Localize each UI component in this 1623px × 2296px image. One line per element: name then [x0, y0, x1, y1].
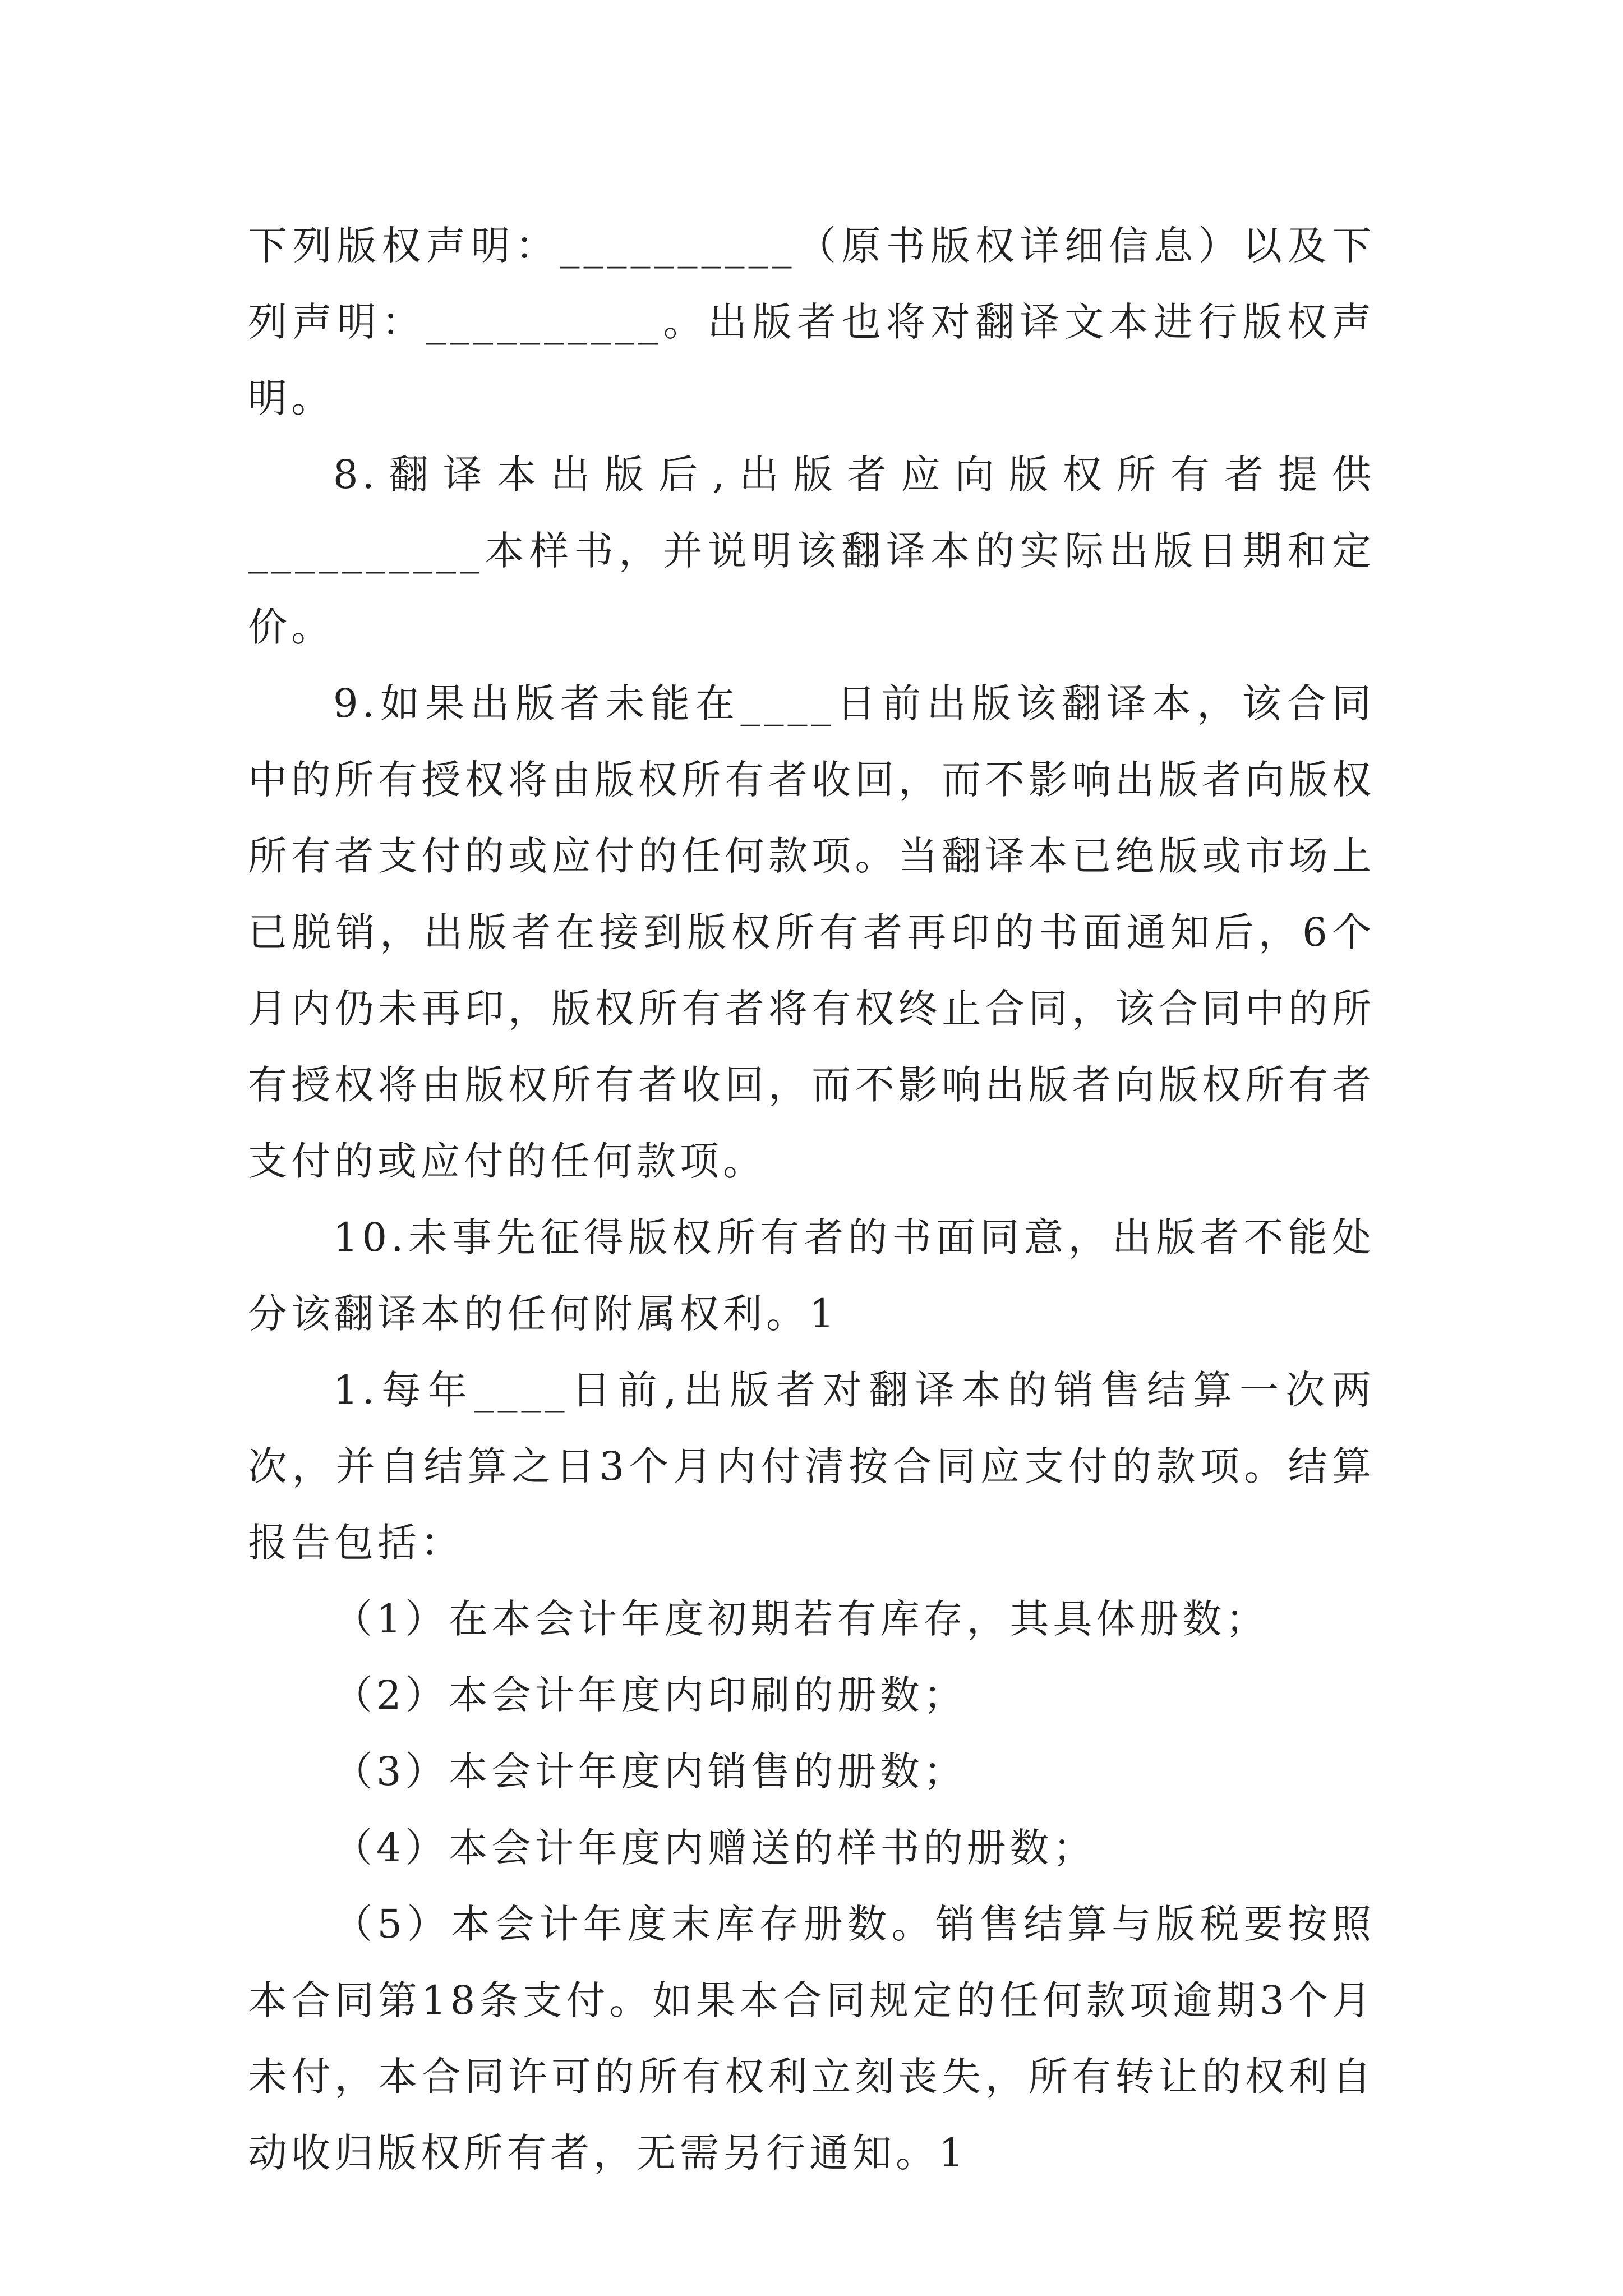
paragraph-copyright-statement: 下列版权声明：__________（原书版权详细信息）以及下列声明：__________。出版者也将对翻译文本进行版权声明。 — [248, 223, 1375, 421]
paragraph-list-item-5: （5）本会计年度末库存册数。销售结算与版税要按照本合同第18条支付。如果本合同规定的任何款项逾期3个月未付，本合同许可的所有权利立刻丧失，所有转让的权利自动收归版权所有者，无需另行通知。1 — [248, 1901, 1375, 2176]
paragraph-clause-10: 10.未事先征得版权所有者的书面同意，出版者不能处分该翻译本的任何附属权利。1 — [248, 1214, 1375, 1337]
list-item-4: （4）本会计年度内赠送的样书的册数； — [333, 1825, 1096, 1871]
paragraph-clause-11: 1.每年____日前,出版者对翻译本的销售结算一次两次，并自结算之日3个月内付清按合同应支付的款项。结算报告包括： — [248, 1367, 1375, 1566]
list-item-3: （3）本会计年度内销售的册数； — [333, 1749, 967, 1795]
document-page — [248, 208, 1375, 2191]
paragraph-clause-8: 8.翻译本出版后,出版者应向版权所有者提供__________本样书，并说明该翻译本的实际出版日期和定价。 — [248, 452, 1375, 650]
list-item-1: （1）在本会计年度初期若有库存，其具体册数； — [333, 1596, 1269, 1642]
paragraph-clause-9: 9.如果出版者未能在____日前出版该翻译本，该合同中的所有授权将由版权所有者收回，而不影响出版者向版权所有者支付的或应付的任何款项。当翻译本已绝版或市场上已脱销，出版者在接到版权所有者再印的书面通知后，6个月内仍未再印，版权所有者将有权终止合同，该合同中的所有授权将由版权所有者收回，而不影响出版者向版权所有者支付的或应付的任何款项。 — [248, 680, 1375, 1184]
list-item-2: （2）本会计年度内印刷的册数； — [333, 1672, 967, 1718]
